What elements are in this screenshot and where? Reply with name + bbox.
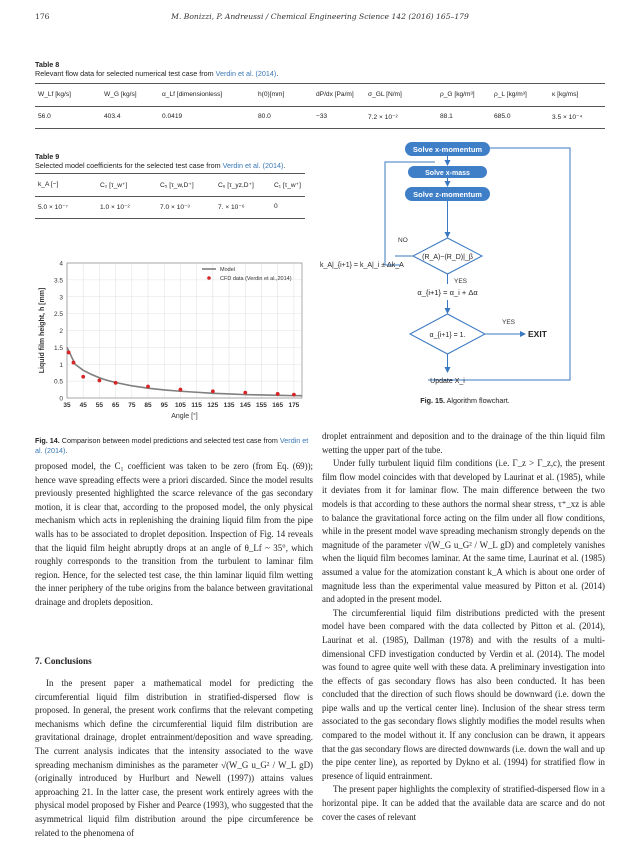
cfd-data-point	[276, 392, 280, 396]
box-x-mass-label: Solve x-mass	[425, 170, 470, 177]
right-paragraph-1: Under fully turbulent liquid film conditions (i.e. Γ_z > Γ_z,c), the present film flow model coincides with that developed by Laurinat et al. (1985), while it deviates from it for laminar flow. The main difference between the two models is that according to these authors the normal shear stress, τ⁺_xz is able to balance the gravitational force acting on the film under all flow conditions, while in the present model wave spreading mechanism strongly depends on the magnitude of the parameter √(W_G u_G² / W_L gD) and completely vanishes when the liquid film becomes laminar. At the same time, Laurinat et al. (1985) assumed a value for the atomization constant k_A which is about one order of magnitude less than the experimental value measured by Pitton et al. (2014) and adopted in the present model.	[322, 458, 605, 605]
x-tick-label: 85	[144, 402, 152, 409]
table9-header-cell-2: C₅ [τ_w,D⁺]	[160, 182, 194, 189]
x-axis-label: Angle [°]	[171, 413, 198, 420]
x-tick-label: 55	[95, 402, 104, 409]
ka-update-label: k_A|_{i+1} = k_A|_i ± Δk_A	[320, 262, 404, 269]
table8-caption	[35, 60, 605, 78]
right-paragraph-3: The present paper highlights the complexity of stratified-dispersed flow in a horizontal pipe. It can be added that the available data are scarce and do not cover the cases of relevant	[322, 784, 605, 822]
table9-data-cell-0: 5.0 × 10⁻⁷	[38, 204, 68, 211]
table8-header-cell-7: ρ_L [kg/m³]	[494, 91, 527, 98]
table8-data-cell-7: 685.0	[494, 113, 511, 120]
y-tick-label: 3	[59, 294, 63, 302]
table9-caption-text: Selected model coefficients for the selected test case from	[35, 161, 223, 170]
table9-data-cell-3: 7. × 10⁻⁶	[218, 204, 245, 211]
fig14-caption-link[interactable]: Verdin et al. (2014)	[35, 436, 309, 455]
no-label: NO	[398, 237, 408, 244]
table8-bottom-rule	[35, 128, 605, 129]
cfd-data-point	[211, 389, 215, 393]
fig14-chart	[35, 255, 310, 425]
right-column	[322, 430, 605, 824]
table9-mid-rule	[35, 196, 305, 197]
cfd-data-point	[243, 391, 247, 395]
cfd-data-point	[98, 379, 102, 383]
fig14-caption-suffix: .	[65, 445, 68, 455]
fig15-flowchart	[320, 140, 610, 390]
table8-data-cell-4: −33	[316, 113, 328, 120]
left-paragraph-1: proposed model, the C₁ coefficient was taken to be zero (from Eq. (69)); hence wave spreading effects were a priori discarded. Since the model results previously presented highlighted the scarce relevance of the gas secondary motion, it is clear that, according to the proposed model, the only physical mechanism which acts in replenishing the draining liquid film from the pipe walls has to be associated to droplet deposition. Inspection of Fig. 14 reveals that the liquid film height abruptly drops at an angle of θ_Lf ~ 35°, which roughly corresponds to the transition from the turbulent to laminar film region. Hence, for the selected test case, the thin laminar liquid film wetting the inner periphery of the tube origins from the balance between gravitational drainage and droplets deposition.	[35, 461, 313, 607]
cfd-data-point	[292, 393, 296, 397]
page-number: 176	[35, 12, 50, 21]
table8-header-cell-3: h(0)[mm]	[258, 91, 285, 98]
table8-header-cell-4: dP/dx [Pa/m]	[316, 91, 354, 98]
table8-top-rule	[35, 83, 605, 84]
table8-data-cell-1: 403.4	[104, 113, 121, 120]
y-tick-label: 3.5	[53, 277, 63, 285]
y-tick-label: 1.5	[53, 344, 63, 352]
cfd-data-point	[81, 375, 85, 379]
yes-label-1: YES	[454, 278, 468, 285]
table9-bottom-rule	[35, 218, 305, 219]
cfd-data-point	[67, 351, 71, 355]
table9-label: Table 9	[35, 152, 60, 161]
table8-label: Table 8	[35, 60, 60, 69]
table8-header-cell-8: κ [kg/ms]	[552, 91, 579, 98]
table8-data-cell-2: 0.0419	[162, 113, 183, 120]
fig15-caption-label: Fig. 15.	[420, 396, 446, 405]
table8-data-cell-5: 7.2 × 10⁻²	[368, 114, 398, 121]
x-tick-label: 145	[239, 402, 251, 409]
fig14-caption	[35, 436, 313, 455]
table9-header-cell-1: C₂ [τ_w⁺]	[100, 182, 128, 189]
table8-data-cell-6: 88.1	[440, 113, 453, 120]
table9-caption-suffix: .	[283, 161, 286, 170]
exit-label: EXIT	[528, 329, 547, 339]
update-x-label: Update X_i	[430, 378, 465, 385]
x-tick-label: 45	[79, 402, 87, 409]
cfd-data-point	[179, 388, 183, 392]
x-tick-label: 95	[160, 402, 168, 409]
table9-top-rule	[35, 173, 305, 174]
cfd-data-point	[72, 361, 76, 365]
left-column	[35, 460, 313, 610]
fig14-caption-label: Fig. 14.	[35, 436, 60, 445]
legend-model-label: Model	[220, 267, 235, 274]
table9-data-cell-4: 0	[274, 203, 278, 210]
fig14-caption-text: Comparison between model predictions and selected test case from	[59, 436, 280, 445]
y-tick-label: 2.5	[53, 311, 63, 319]
table8-data-cell-0: 56.0	[38, 113, 51, 120]
table8-header-cell-0: W_Lf [kg/s]	[38, 91, 71, 98]
x-tick-label: 175	[288, 402, 300, 409]
table8-mid-rule	[35, 106, 605, 107]
table9-header-cell-4: C₁ [τ_w⁺]	[274, 182, 301, 189]
x-tick-label: 75	[128, 402, 136, 409]
table9-data-cell-2: 7.0 × 10⁻³	[160, 204, 190, 211]
table8-header-cell-6: ρ_G [kg/m³]	[440, 91, 475, 98]
x-tick-label: 135	[223, 402, 235, 409]
x-tick-label: 35	[63, 402, 71, 409]
decision-1-label: (R_A)~(R_D)|_β	[422, 254, 473, 261]
y-tick-label: 2	[59, 328, 63, 335]
table9-caption	[35, 152, 315, 170]
left-column-conclusions	[35, 677, 313, 840]
box-x-momentum-label: Solve x-momentum	[412, 145, 483, 154]
legend-cfd-swatch	[207, 276, 211, 280]
x-tick-label: 65	[112, 402, 120, 409]
table8-header-cell-5: σ_GL [N/m]	[368, 91, 402, 98]
x-tick-label: 155	[256, 402, 267, 409]
table9-caption-link[interactable]: Verdin et al. (2014)	[222, 161, 284, 170]
cfd-data-point	[146, 385, 150, 389]
x-tick-label: 125	[207, 402, 219, 409]
y-tick-label: 0	[59, 395, 63, 403]
decision-2-label: α_{i+1} = 1.	[429, 332, 466, 339]
table9-header-cell-0: k_A [−]	[38, 181, 59, 188]
model-line	[67, 347, 302, 395]
table8-caption-suffix: .	[276, 69, 279, 78]
box-z-momentum-label: Solve z-momentum	[413, 190, 482, 199]
x-tick-label: 165	[272, 402, 284, 409]
yes-label-2: YES	[502, 319, 516, 326]
table8-caption-link[interactable]: Verdin et al. (2014)	[215, 69, 277, 78]
y-tick-label: 4	[59, 260, 63, 268]
table8-header-cell-2: α_Lf [dimensionless]	[162, 91, 223, 98]
right-paragraph-2: The circumferential liquid film distributions predicted with the present model have been compared with the data collected by Pitton et al. (2014), Laurinat et al. (1985), Dallman (1978) and with the results of a multi-dimensional CFD investigation conducted by Verdin et al. (2014). The model was found to agree quite well with these data. A preliminary investigation into the effects of gas secondary flows has also been conducted. It has been concluded that the direction of such flows should be downward (i.e. down the pipe walls and up the vertical center line). Inclusion of the shear stress term associated to the gas secondary flows slightly modifies the model results when compared to the model without it. If any conclusion can be drawn, it appears that the gas secondary flows are directed downwards (i.e. down the wall and up the pipe center line), as reported by Dykno et al. (1994) for stratified flow in presence of liquid entrainment.	[322, 607, 605, 781]
left-paragraph-2: In the present paper a mathematical model for predicting the circumferential liquid film distribution in stratified-dispersed flow is proposed. In general, the present work confirms that the relevant competing mechanisms which define the circumferential liquid film distribution are gravitational drainage, droplet entrainment/deposition and wave spreading. The current analysis indicates that the intensity associated to the wave spreading mechanism diminishes as the parameter √(W_G u_G² / W_L gD) (originally introduced by Hurlburt and Newell (1997)) attains values approaching 21. In the latter case, the present work entirely agrees with the physical model proposed by Fisher and Pearce (1993), who suggested that the asymmetrical liquid film distribution around the pipe circumference be related to the phenomena of	[35, 678, 313, 838]
x-tick-label: 105	[175, 402, 186, 409]
table8-data-cell-3: 80.0	[258, 113, 271, 120]
fig15-caption-text: Algorithm flowchart.	[445, 396, 510, 405]
right-paragraph-0: droplet entrainment and deposition and to the drainage of the thin liquid film wetting the upper part of the tube.	[322, 431, 605, 455]
journal-line: M. Bonizzi, P. Andreussi / Chemical Engineering Science 142 (2016) 165–179	[171, 12, 469, 21]
section-heading-conclusions: 7. Conclusions	[35, 656, 92, 666]
y-axis-label: Liquid film height, h [mm]	[39, 287, 46, 374]
fig15-caption	[320, 396, 610, 406]
table8-data-cell-8: 3.5 × 10⁻⁴	[552, 114, 583, 121]
table8-header-cell-1: W_G [kg/s]	[104, 91, 137, 98]
update-alpha-label: α_{i+1} = α_i + Δα	[417, 288, 478, 297]
y-tick-label: 0.5	[53, 378, 63, 386]
table9-header-cell-3: C₆ [τ_yz,D⁺]	[218, 182, 254, 189]
table9-data-cell-1: 1.0 × 10⁻²	[100, 204, 130, 211]
legend-cfd-label: CFD data (Verdin et al.,2014)	[220, 276, 292, 283]
x-tick-label: 115	[191, 402, 202, 409]
y-tick-label: 1	[59, 361, 63, 369]
table8-caption-text: Relevant flow data for selected numerical test case from	[35, 69, 216, 78]
cfd-data-point	[114, 381, 118, 385]
